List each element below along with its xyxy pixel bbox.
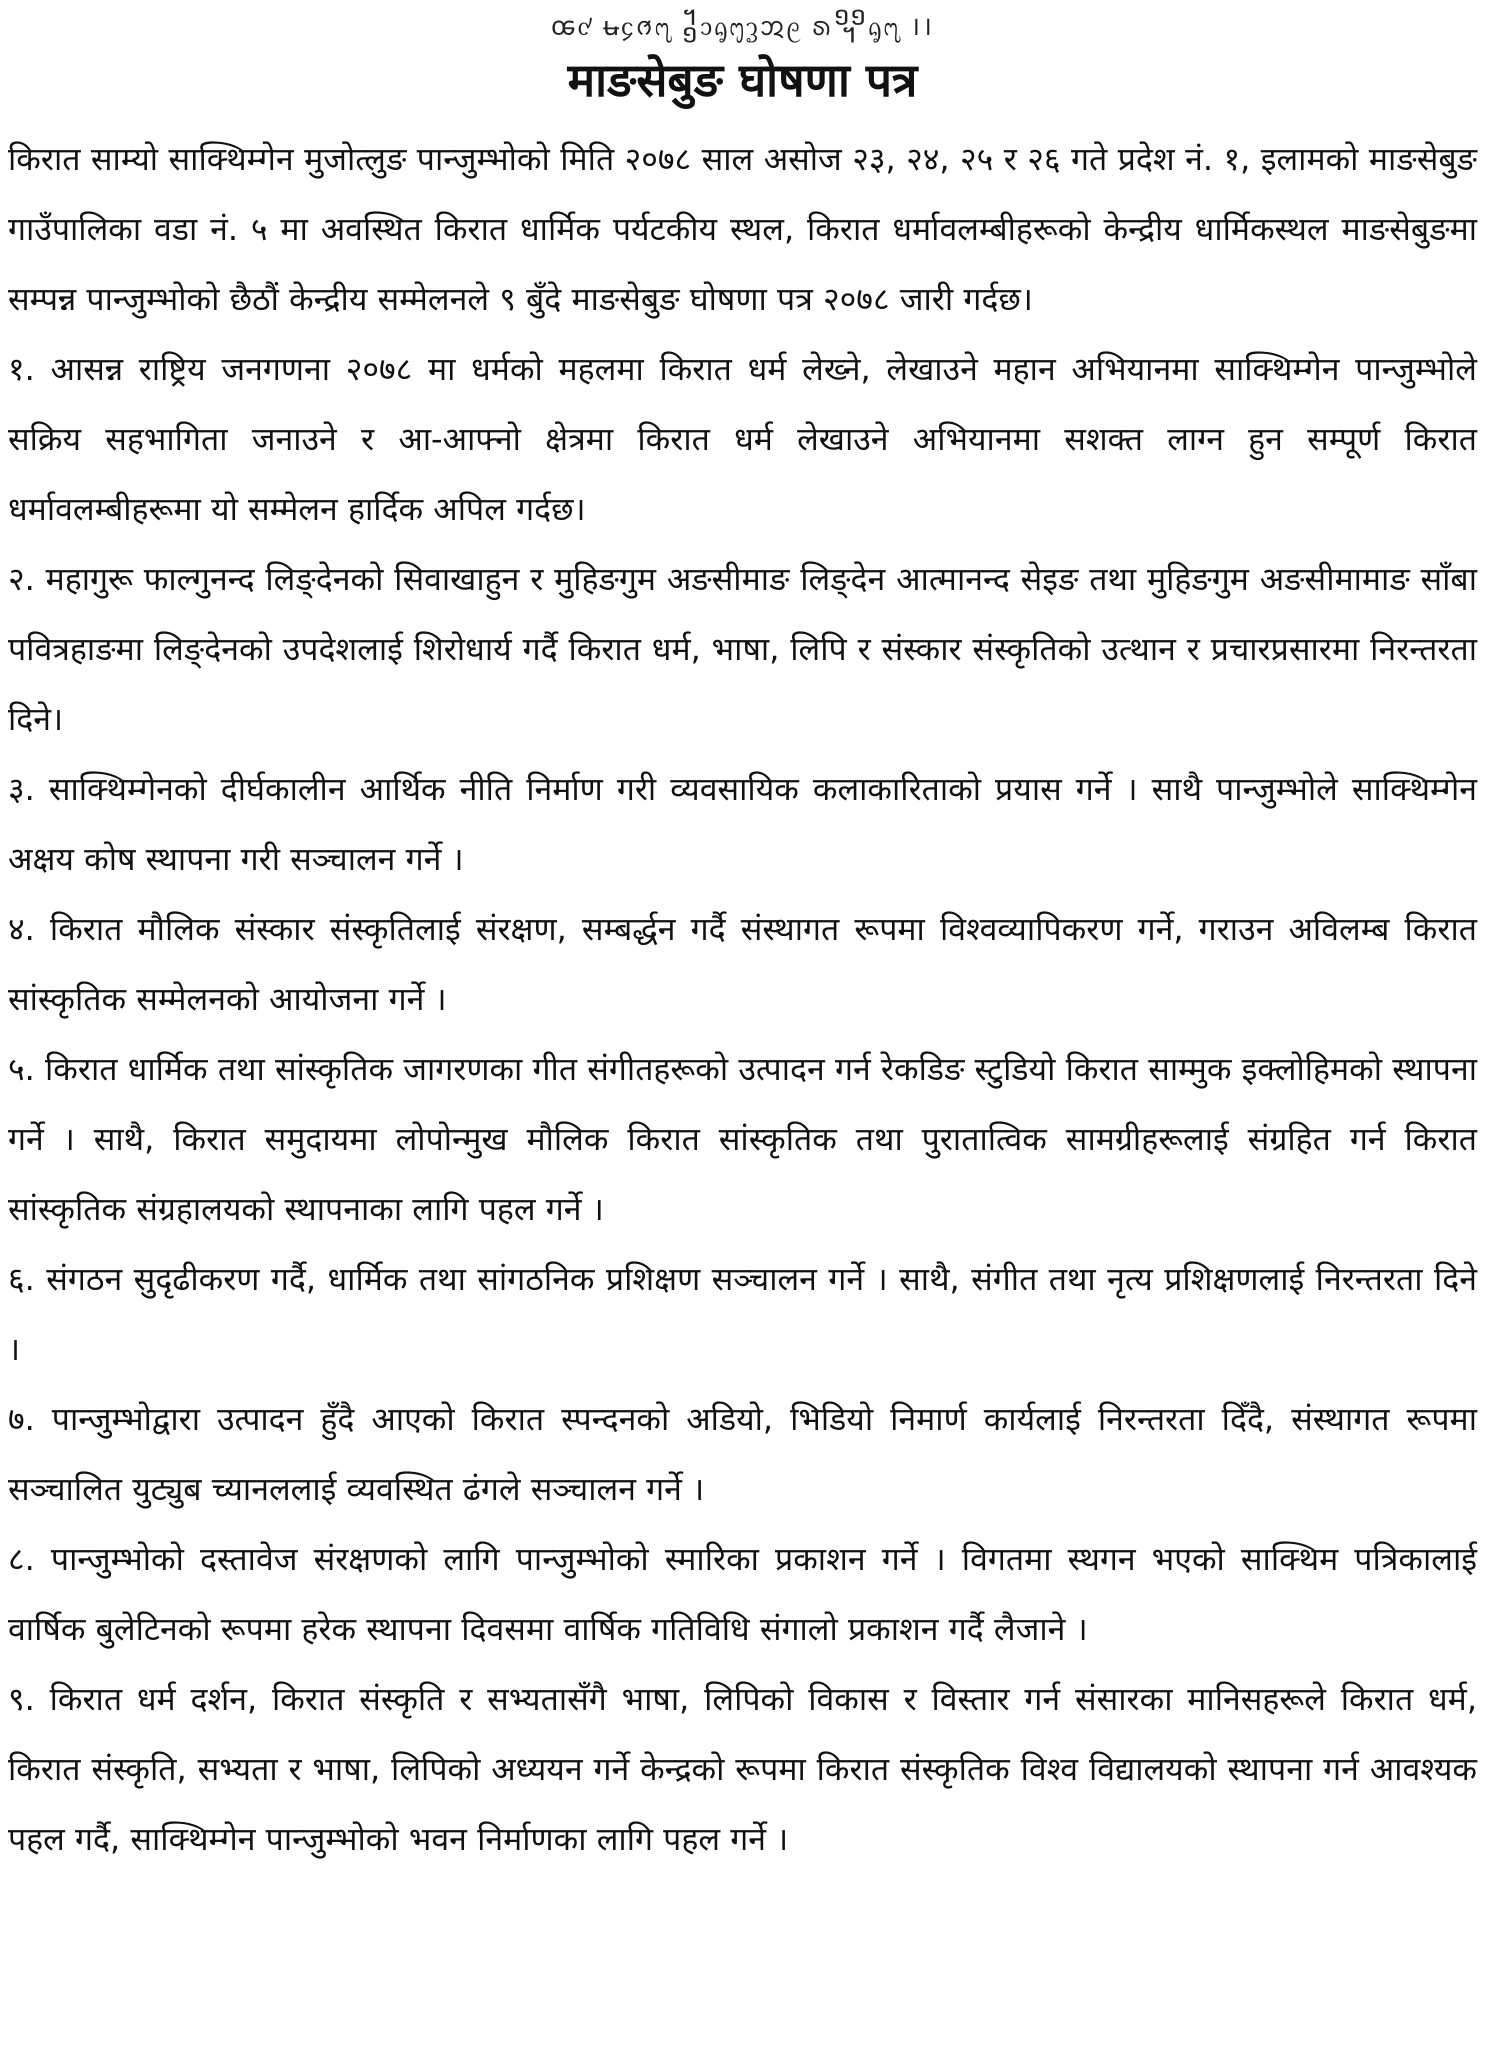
intro-paragraph: किरात साम्यो साक्थिम्गेन मुजोत्लुङ पान्जुम्भोको मिति २०७८ साल असोज २३, २४, २५ र २६ गते प्रदेश नं. १, इलामको माङसेबुङ गाउँपालिका वडा नं. ५ मा अवस्थित किरात धार्मिक पर्यटकीय स्थल, किरात धर्मावलम्बीहरूको केन्द्रीय धार्मिकस्थल माङसेबुङमा सम्पन्न पान्जुम्भोको छैठौं केन्द्रीय सम्मेलनले ९ बुँदे माङसेबुङ घोषणा पत्र २०७८ जारी गर्दछ। bbox=[8, 140, 1477, 318]
point-6: ६. संगठन सुदृढीकरण गर्दै, धार्मिक तथा सांगठनिक प्रशिक्षण सञ्चालन गर्ने । साथै, संगीत तथा नृत्य प्रशिक्षणलाई निरन्तरता दिने । bbox=[8, 1260, 1477, 1368]
point-4: ४. किरात मौलिक संस्कार संस्कृतिलाई संरक्षण, सम्बर्द्धन गर्दै संस्थागत रूपमा विश्वव्यापिकरण गर्ने, गराउन अविलम्ब किरात सांस्कृतिक सम्मेलनको आयोजना गर्ने । bbox=[8, 910, 1477, 1018]
point-7: ७. पान्जुम्भोद्वारा उत्पादन हुँदै आएको किरात स्पन्दनको अडियो, भिडियो निमार्ण कार्यलाई निरन्तरता दिँदै, संस्थागत रूपमा सञ्चालित युट्युब च्यानललाई व्यवस्थित ढंगले सञ्चालन गर्ने । bbox=[8, 1400, 1477, 1508]
point-1: १. आसन्न राष्ट्रिय जनगणना २०७८ मा धर्मको महलमा किरात धर्म लेख्ने, लेखाउने महान अभियानमा साक्थिम्गेन पान्जुम्भोले सक्रिय सहभागिता जनाउने र आ-आफ्नो क्षेत्रमा किरात धर्म लेखाउने अभियानमा सशक्त लाग्न हुन सम्पूर्ण किरात धर्मावलम्बीहरूमा यो सम्मेलन हार्दिक अपिल गर्दछ। bbox=[8, 350, 1477, 528]
kirat-script-heading: ꭀ᧚ ꭏ᧔ᩆ᧗ ᧱᧑ᧂ᧕ᧆᩋ᧙ ᩁ᧫ᧂ᧗ ।। bbox=[551, 12, 934, 42]
point-5: ५. किरात धार्मिक तथा सांस्कृतिक जागरणका गीत संगीतहरूको उत्पादन गर्न रेकडिङ स्टुडियो किरात साम्मुक इक्लोहिमको स्थापना गर्ने । साथै, किरात समुदायमा लोपोन्मुख मौलिक किरात सांस्कृतिक तथा पुरातात्विक सामग्रीहरूलाई संग्रहित गर्न किरात सांस्कृतिक संग्रहालयको स्थापनाका लागि पहल गर्ने । bbox=[8, 1050, 1477, 1228]
point-3: ३. साक्थिम्गेनको दीर्घकालीन आर्थिक नीति निर्माण गरी व्यवसायिक कलाकारिताको प्रयास गर्ने । साथै पान्जुम्भोले साक्थिम्गेन अक्षय कोष स्थापना गरी सञ्चालन गर्ने । bbox=[8, 770, 1477, 878]
point-8: ८. पान्जुम्भोको दस्तावेज संरक्षणको लागि पान्जुम्भोको स्मारिका प्रकाशन गर्ने । विगतमा स्थगन भएको साक्थिम पत्रिकालाई वार्षिक बुलेटिनको रूपमा हरेक स्थापना दिवसमा वार्षिक गतिविधि संगालो प्रकाशन गर्दै लैजाने । bbox=[8, 1540, 1477, 1648]
point-9: ९. किरात धर्म दर्शन, किरात संस्कृति र सभ्यतासँगै भाषा, लिपिको विकास र विस्तार गर्न संसारका मानिसहरूले किरात धर्म, किरात संस्कृति, सभ्यता र भाषा, लिपिको अध्ययन गर्ने केन्द्रको रूपमा किरात संस्कृतिक विश्व विद्यालयको स्थापना गर्न आवश्यक पहल गर्दै, साक्थिम्गेन पान्जुम्भोको भवन निर्माणका लागि पहल गर्ने । bbox=[8, 1680, 1477, 1858]
point-2: २. महागुरू फाल्गुनन्द लिङ्देनको सिवाखाहुन र मुहिङगुम अङसीमाङ लिङ्देन आत्मानन्द सेइङ तथा मुहिङगुम अङसीमामाङ साँबा पवित्रहाङमा लिङ्देनको उपदेशलाई शिरोधार्य गर्दै किरात धर्म, भाषा, लिपि र संस्कार संस्कृतिको उत्थान र प्रचारप्रसारमा निरन्तरता दिने। bbox=[8, 560, 1477, 738]
document-title: माङसेबुङ घोषणा पत्र bbox=[567, 53, 918, 107]
